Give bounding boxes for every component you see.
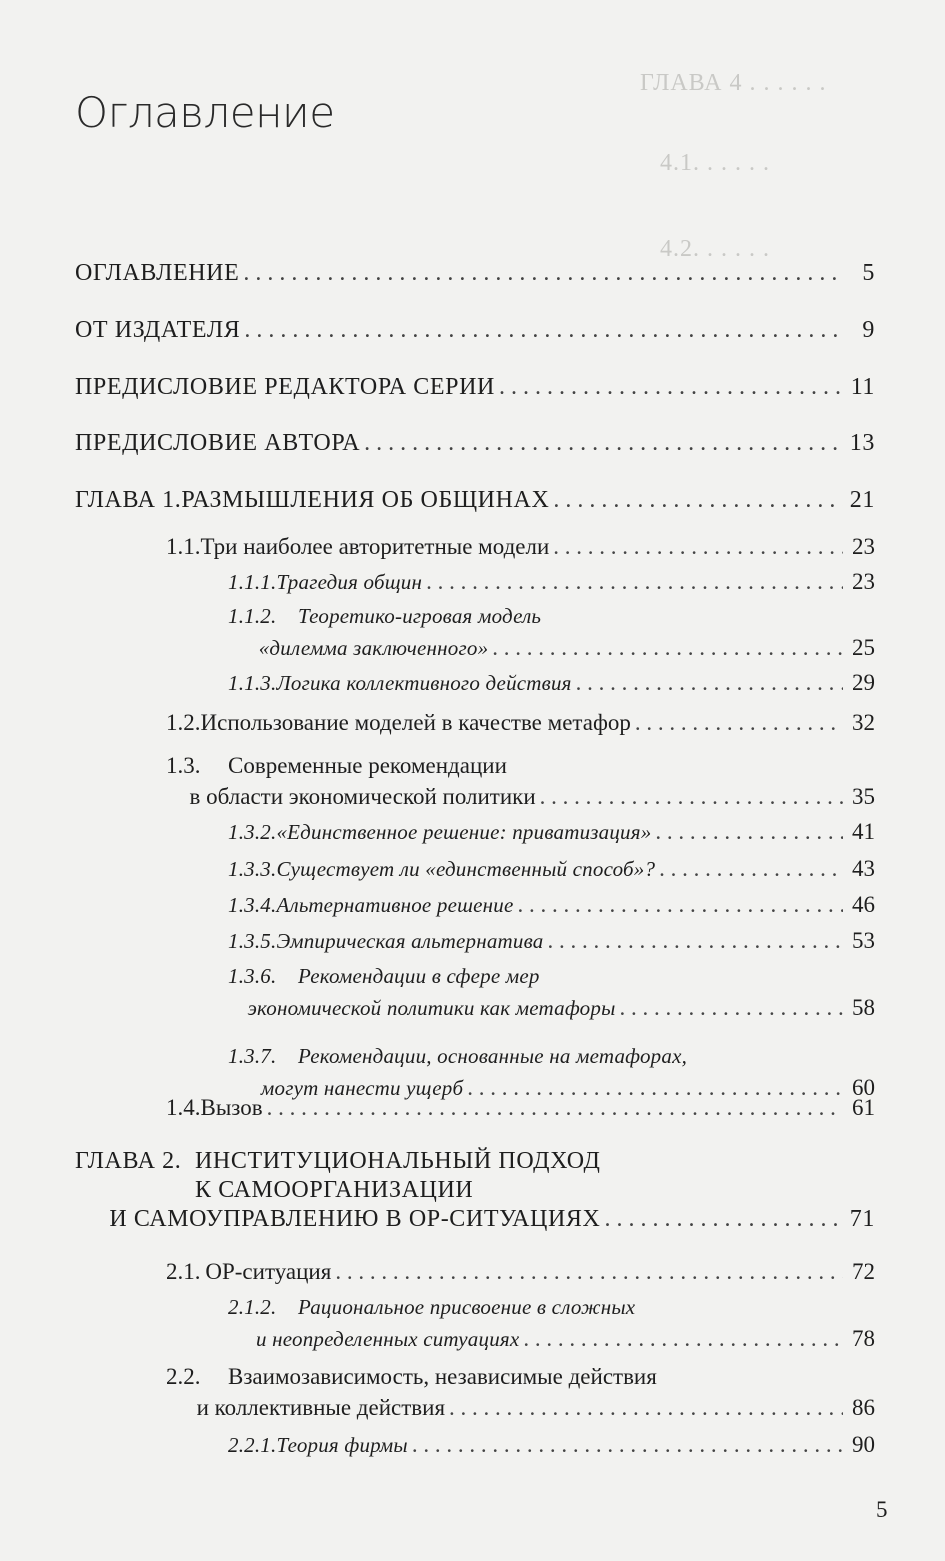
dot-leader [547, 928, 843, 954]
dot-leader [449, 1395, 843, 1421]
toc-entry-number: ГЛАВА 2. [75, 1148, 182, 1174]
toc-entry [75, 260, 875, 286]
toc-page-number: 23 [852, 569, 875, 594]
toc-entry-title-line: и неопределенных ситуациях [256, 1327, 520, 1351]
toc-entry-number: 1.1.3. [228, 671, 277, 695]
toc-page-number: 41 [852, 819, 875, 844]
toc-page-number: 32 [852, 710, 875, 735]
dot-leader [518, 892, 843, 918]
toc-page-number: 72 [852, 1259, 875, 1284]
toc-entry-title-line: и коллективные действия [196, 1395, 446, 1420]
toc-page-number: 11 [850, 374, 875, 400]
toc-entry-title-line: К САМООРГАНИЗАЦИИ [195, 1177, 474, 1203]
toc-entry [75, 430, 875, 456]
page-title: Оглавление [75, 88, 335, 137]
dot-leader [492, 635, 843, 661]
toc-subsection [228, 670, 875, 696]
toc-entry-title-line: Рекомендации, основанные на метафорах, [298, 1044, 688, 1068]
toc-entry-title: Три наиболее авторитетные модели [200, 534, 550, 559]
toc-entry-title-line: Современные рекомендации [228, 753, 507, 778]
dot-leader [335, 1259, 843, 1285]
toc-subsection [228, 963, 875, 1021]
toc-subsection [228, 856, 875, 882]
dot-leader [553, 534, 843, 560]
toc-page-number: 9 [862, 317, 875, 343]
toc-page-number: 5 [862, 260, 875, 286]
toc-entry-title: Вызов [200, 1095, 263, 1120]
dot-leader [523, 1326, 843, 1352]
toc-entry-title: ПРЕДИСЛОВИЕ АВТОРА [75, 430, 361, 456]
toc-entry-number: 1.3.7. [228, 1044, 277, 1068]
toc-entry-title: Существует ли «единственный способ»? [276, 857, 656, 881]
toc-entry-title: Эмпирическая альтернатива [276, 929, 544, 953]
toc-entry-number: 2.2.1. [228, 1433, 277, 1457]
toc-entry-title: «Единственное решение: приватизация» [276, 820, 652, 844]
toc-section [166, 753, 875, 810]
toc-entry-title: РАЗМЫШЛЕНИЯ ОБ ОБЩИНАХ [181, 487, 550, 513]
toc-entry-number: 1.3.2. [228, 820, 277, 844]
toc-page-number: 43 [852, 856, 875, 881]
toc-chapter [75, 1148, 875, 1232]
dot-leader [655, 819, 843, 845]
page-number: 5 [876, 1497, 888, 1522]
toc-entry-number: 1.3. [166, 753, 201, 778]
toc-entry-number: 1.3.5. [228, 929, 277, 953]
dot-leader [412, 1432, 843, 1458]
dot-leader [620, 995, 843, 1021]
toc-entry-title-line: И САМОУПРАВЛЕНИЮ В ОР-СИТУАЦИЯХ [109, 1206, 601, 1232]
toc-entry-title-line: Взаимозависимость, независимые действия [228, 1364, 657, 1389]
toc-entry-number: 2.1.2. [228, 1295, 277, 1319]
toc-page-number: 86 [852, 1395, 875, 1420]
dot-leader [244, 317, 843, 343]
toc-page-number: 61 [852, 1095, 875, 1120]
toc-page-number: 35 [852, 784, 875, 809]
toc-subsection [228, 892, 875, 918]
toc-entry-number: 1.1.1. [228, 570, 277, 594]
toc-entry-number: 1.3.6. [228, 964, 277, 988]
toc-entry-title-line: «дилемма заключенного» [258, 636, 489, 660]
toc-entry-title: Альтернативное решение [276, 893, 514, 917]
toc-subsection [228, 1294, 875, 1352]
toc-entry-number: 1.2. [166, 710, 201, 735]
toc-subsection [228, 928, 875, 954]
toc-entry-title-line: Рекомендации в сфере мер [298, 964, 540, 988]
toc-entry-number: 1.1.2. [228, 604, 277, 628]
toc-subsection [228, 1432, 875, 1458]
dot-leader [243, 260, 843, 286]
dot-leader [659, 856, 843, 882]
dot-leader [499, 374, 843, 400]
toc-entry-title: Логика коллективного действия [276, 671, 572, 695]
toc-subsection [228, 603, 875, 661]
toc-entry-number: 1.1. [166, 534, 201, 559]
dot-leader [364, 430, 843, 456]
toc-entry-title: ОР-ситуация [205, 1259, 332, 1284]
dot-leader [540, 784, 843, 810]
toc-entry [75, 317, 875, 343]
toc-entry-title-line: Теоретико-игровая модель [298, 604, 542, 628]
dot-leader [576, 670, 843, 696]
toc-page-number: 58 [852, 995, 875, 1020]
toc-page-number: 25 [852, 635, 875, 660]
toc-page-number: 46 [852, 892, 875, 917]
toc-page-number: 71 [849, 1206, 875, 1232]
dot-leader [426, 569, 843, 595]
toc-entry-title: ОТ ИЗДАТЕЛЯ [75, 317, 241, 343]
toc-page-number: 90 [852, 1432, 875, 1457]
toc-chapter [75, 487, 875, 513]
toc-entry-number: 1.3.4. [228, 893, 277, 917]
toc-section [166, 534, 875, 560]
toc-page-number: 29 [852, 670, 875, 695]
toc-entry-title: ПРЕДИСЛОВИЕ РЕДАКТОРА СЕРИИ [75, 374, 495, 400]
toc-section [166, 1259, 875, 1285]
toc-page-number: 53 [852, 928, 875, 953]
toc-entry-number: 1.3.3. [228, 857, 277, 881]
toc-entry-title: ОГЛАВЛЕНИЕ [75, 260, 240, 286]
toc-entry-title-line: Рациональное присвоение в сложных [298, 1295, 636, 1319]
dot-leader [553, 487, 843, 513]
toc-section [166, 1364, 875, 1421]
toc-entry-title-line: могут нанести ущерб [260, 1076, 464, 1100]
toc-entry-number: 2.1. [166, 1259, 201, 1284]
toc-entry-number: 2.2. [166, 1364, 201, 1389]
toc-page-number: 78 [852, 1326, 875, 1351]
dot-leader [267, 1095, 843, 1121]
toc-subsection [228, 1043, 875, 1101]
toc-page-number: 60 [852, 1075, 875, 1100]
dot-leader [604, 1206, 843, 1232]
toc-page-number: 21 [849, 487, 875, 513]
toc-entry-title-line: ИНСТИТУЦИОНАЛЬНЫЙ ПОДХОД [195, 1148, 601, 1174]
toc-section [166, 710, 875, 736]
toc-entry [75, 374, 875, 400]
dot-leader [635, 710, 843, 736]
toc-entry-title: Трагедия общин [276, 570, 423, 594]
toc-entry-title: Использование моделей в качестве метафор [200, 710, 631, 735]
toc-section [166, 1095, 875, 1121]
toc-entry-number: ГЛАВА 1. [75, 487, 182, 513]
toc-page-number: 13 [849, 430, 875, 456]
toc-entry-title-line: экономической политики как метафоры [247, 996, 616, 1020]
toc-subsection [228, 569, 875, 595]
toc-subsection [228, 819, 875, 845]
toc-page-number: 23 [852, 534, 875, 559]
toc-entry-title-line: в области экономической политики [189, 784, 536, 809]
toc-entry-title: Теория фирмы [276, 1433, 408, 1457]
toc-entry-number: 1.4. [166, 1095, 201, 1120]
